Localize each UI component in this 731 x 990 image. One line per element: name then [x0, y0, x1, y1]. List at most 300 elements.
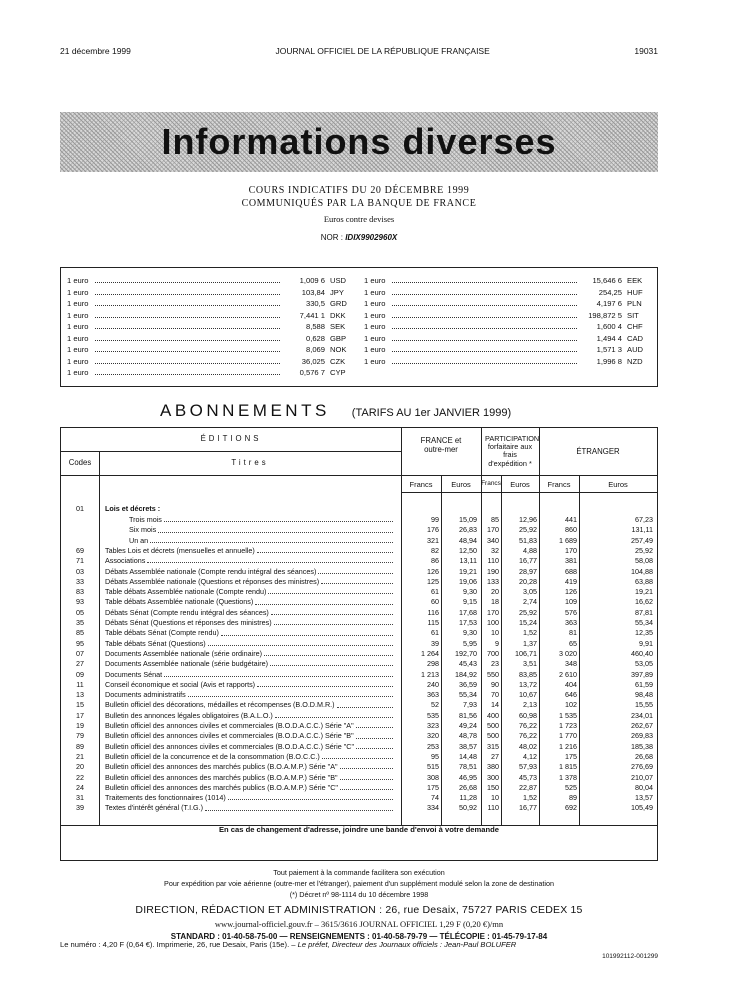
- row-value: 28,97: [519, 566, 537, 576]
- row-title: [105, 587, 395, 597]
- row-value: 12,96: [519, 515, 537, 524]
- row-value: 49,24: [459, 721, 477, 730]
- row-value: 348: [565, 659, 577, 669]
- row-title: [105, 639, 395, 649]
- leader-dots: [337, 700, 393, 707]
- row-value: 400: [487, 710, 499, 720]
- rate-value: 103,84: [301, 287, 325, 297]
- row-value: 1 815: [559, 762, 577, 772]
- row-value: 210,07: [631, 772, 653, 782]
- row-value: 1 770: [559, 731, 577, 741]
- row-value: 26,68: [459, 782, 477, 792]
- france-header: FRANCE et outre-mer: [420, 436, 462, 454]
- row-value: 10,67: [519, 690, 537, 700]
- leader-dots: [158, 525, 393, 532]
- row-code: 93: [76, 597, 84, 607]
- row-value: 20,28: [519, 576, 537, 586]
- france-euros-header: Euros: [451, 480, 471, 489]
- row-value: 48,02: [519, 741, 537, 751]
- row-value: 184,92: [455, 669, 477, 679]
- rate-unit: 1 euro: [67, 368, 89, 377]
- leader-dots: [95, 363, 280, 364]
- rate-row: [67, 288, 349, 300]
- row-value: 404: [565, 679, 577, 689]
- leader-dots: [228, 793, 393, 800]
- etranger-francs-header: Francs: [547, 480, 571, 489]
- row-code: 11: [76, 679, 84, 689]
- row-value: 52: [431, 700, 439, 710]
- row-code: 83: [76, 587, 84, 597]
- row-value: 363: [427, 690, 439, 700]
- row-value: 1 216: [559, 741, 577, 751]
- row-value: 48,94: [459, 535, 477, 545]
- row-value: 86: [431, 556, 439, 566]
- rate-currency: EEK: [627, 276, 643, 285]
- rate-currency: CZK: [330, 356, 346, 366]
- row-value: 3,05: [523, 587, 537, 597]
- payment-notes: [60, 867, 658, 900]
- row-value: 860: [565, 525, 577, 535]
- row-value: 7,93: [463, 700, 477, 710]
- row-title: [105, 680, 395, 690]
- row-title: [105, 783, 395, 793]
- row-value: 9,30: [463, 587, 477, 597]
- row-value: 18: [491, 597, 499, 607]
- row-value: 170: [487, 525, 499, 535]
- row-value: 1 689: [559, 535, 577, 545]
- row-value: 32: [491, 545, 499, 555]
- row-value: 381: [565, 556, 577, 566]
- row-value: 45,43: [459, 659, 477, 669]
- leader-dots: [264, 649, 393, 656]
- rate-currency: GRD: [330, 299, 347, 308]
- rate-row: [67, 299, 349, 311]
- rate-value: 1,600 4: [596, 322, 622, 331]
- row-code: 03: [76, 566, 84, 576]
- row-code: 24: [76, 782, 84, 792]
- rate-row: [67, 322, 349, 334]
- row-title: [105, 536, 395, 546]
- participation-header: PARTICIPATION forfaitaire aux frais d'expédition *: [485, 434, 540, 468]
- direction-block: [60, 904, 658, 941]
- row-value: 321: [427, 535, 439, 545]
- row-value: 125: [427, 576, 439, 586]
- footer-prefet: – Le préfet, Directeur des Journaux officiels : Jean-Paul BOLUFER: [289, 940, 517, 949]
- rate-currency: PLN: [627, 299, 642, 308]
- rate-currency: DKK: [330, 310, 346, 320]
- leader-dots: [392, 351, 577, 352]
- nor-label: NOR :: [320, 233, 343, 242]
- rate-value: 8,588: [305, 322, 325, 331]
- row-value: 126: [427, 566, 439, 576]
- rate-currency: AUD: [627, 345, 644, 354]
- row-value: 110: [487, 803, 499, 813]
- row-value: 4,12: [523, 751, 537, 761]
- row-value: 234,01: [631, 710, 653, 720]
- rate-value: 8,069: [305, 345, 325, 354]
- leader-dots: [271, 608, 393, 615]
- row-title-text: Documents administratifs: [105, 690, 186, 700]
- header-date: 21 décembre 1999: [60, 46, 131, 56]
- rate-unit: 1 euro: [67, 322, 89, 331]
- row-code: 33: [76, 576, 84, 586]
- row-value: 2,74: [523, 597, 537, 607]
- row-title-text: Débats Assemblée nationale (Compte rendu intégral des séances): [105, 566, 317, 576]
- page-header: [60, 46, 658, 56]
- row-value: 4,88: [523, 545, 537, 555]
- row-value: 90: [491, 679, 499, 689]
- row-value: 26,83: [459, 525, 477, 535]
- row-value: 19,06: [459, 576, 477, 586]
- row-value: 700: [487, 648, 499, 658]
- etranger-euros-header: Euros: [608, 480, 628, 489]
- row-code: 09: [76, 669, 84, 679]
- row-title-text: Documents Assemblée nationale (série ordinaire): [105, 648, 263, 658]
- rate-row: [67, 357, 349, 369]
- row-value: 12,35: [635, 628, 653, 638]
- row-value: 39: [431, 638, 439, 648]
- row-title-text: Table débats Assemblée nationale (Compte rendu): [105, 587, 267, 597]
- table-row: [61, 608, 657, 618]
- leader-dots: [95, 282, 280, 283]
- row-value: 99: [431, 515, 439, 524]
- row-value: 13,72: [519, 679, 537, 689]
- row-value: 104,88: [631, 566, 653, 576]
- row-value: 500: [487, 731, 499, 741]
- rate-unit: 1 euro: [67, 345, 89, 354]
- leader-dots: [270, 659, 393, 666]
- row-value: 257,49: [631, 535, 653, 545]
- divider: [61, 451, 401, 452]
- row-value: 340: [487, 535, 499, 545]
- row-value: 115: [427, 618, 439, 627]
- rate-unit: 1 euro: [364, 322, 386, 331]
- rate-currency: GBP: [330, 333, 347, 343]
- row-value: 70: [491, 690, 499, 700]
- table-row: [61, 639, 657, 649]
- leader-dots: [321, 577, 393, 584]
- row-value: 175: [427, 782, 439, 792]
- row-value: 320: [427, 731, 439, 741]
- row-value: 13,57: [635, 793, 653, 803]
- cours-line-1: COURS INDICATIFS DU 20 DÉCEMBRE 1999: [248, 185, 470, 196]
- row-value: 55,34: [459, 690, 477, 700]
- table-row: [61, 773, 657, 783]
- row-value: 262,67: [631, 721, 653, 730]
- row-value: 5,95: [463, 638, 477, 648]
- rate-unit: 1 euro: [364, 333, 386, 343]
- row-value: 25,92: [519, 525, 537, 535]
- france-francs-header: Francs: [409, 480, 433, 489]
- table-row: [61, 752, 657, 762]
- row-value: 61: [431, 587, 439, 597]
- leader-dots: [268, 587, 393, 594]
- exchange-rate-box: [60, 267, 658, 387]
- rate-unit: 1 euro: [67, 276, 89, 285]
- table-row: [61, 700, 657, 710]
- row-value: 3,51: [523, 659, 537, 669]
- row-value: 1 264: [421, 648, 439, 658]
- row-value: 78,51: [459, 762, 477, 772]
- rate-row: [364, 334, 646, 346]
- abonnements-title: ABONNEMENTS: [160, 401, 330, 420]
- row-title-text: Associations: [105, 556, 146, 566]
- row-value: 26,68: [635, 751, 653, 761]
- rate-currency: CAD: [627, 333, 644, 343]
- direction-web: www.journal-officiel.gouv.fr – 3615/3616 JOURNAL OFFICIEL 1,29 F (0,20 €)/mn: [214, 919, 504, 929]
- row-title-text: Bulletin officiel de la concurrence et de la consommation (B.O.C.C.): [105, 751, 320, 761]
- row-value: 550: [487, 669, 499, 679]
- row-value: 55,34: [635, 618, 653, 627]
- leader-dots: [392, 305, 577, 306]
- row-code: 71: [76, 556, 84, 566]
- note-2: Pour expédition par voie aérienne (outre-mer et l'étranger), paiement d'un supplément modulé selon la zone de destination: [164, 879, 554, 888]
- row-value: 13,11: [459, 556, 477, 566]
- row-value: 10: [491, 793, 499, 803]
- row-value: 48,78: [459, 731, 477, 741]
- row-title: [105, 628, 395, 638]
- row-value: 380: [487, 762, 499, 772]
- titres-header: Titres: [231, 458, 269, 467]
- header-page-number: 19031: [634, 46, 658, 56]
- rate-unit: 1 euro: [364, 356, 386, 366]
- row-value: 308: [427, 772, 439, 782]
- divider: [61, 475, 657, 476]
- row-value: 2,13: [523, 700, 537, 710]
- row-title-text: Bulletin officiel des annonces civiles et commerciales (B.O.D.A.C.C.) Série "A": [105, 721, 354, 730]
- row-title-text: Bulletin officiel des annonces civiles et commerciales (B.O.D.A.C.C.) Série "B": [105, 731, 354, 741]
- table-row: [61, 793, 657, 803]
- row-value: 397,89: [631, 669, 653, 679]
- rate-row: [67, 276, 349, 288]
- row-value: 3 020: [559, 648, 577, 658]
- etranger-header: ÉTRANGER: [576, 447, 620, 456]
- row-value: 106,71: [515, 648, 537, 658]
- row-value: 19,21: [635, 587, 653, 597]
- row-title-text: Textes d'intérêt général (T.I.G.): [105, 803, 204, 813]
- row-value: 116: [427, 607, 439, 617]
- row-value: 57,93: [519, 762, 537, 772]
- row-value: 53,05: [635, 659, 653, 669]
- row-title: [105, 762, 395, 772]
- row-code: 13: [76, 690, 84, 700]
- row-value: 17,68: [459, 607, 477, 617]
- leader-dots: [150, 536, 393, 543]
- row-value: 1 723: [559, 721, 577, 730]
- rate-unit: 1 euro: [364, 299, 386, 308]
- banner-title: Informations diverses: [161, 121, 557, 162]
- leader-dots: [274, 618, 393, 625]
- row-value: 363: [565, 618, 577, 627]
- row-value: 9,15: [463, 597, 477, 607]
- row-value: 315: [487, 741, 499, 751]
- address-change-notice: En cas de changement d'adresse, joindre une bande d'envoi à votre demande: [218, 825, 500, 834]
- rate-value: 254,25: [598, 287, 622, 297]
- leader-dots: [392, 317, 577, 318]
- row-value: 269,83: [631, 731, 653, 741]
- table-row: [61, 649, 657, 659]
- leader-dots: [356, 731, 393, 738]
- row-title: [105, 731, 395, 741]
- rate-value: 36,025: [301, 356, 325, 366]
- rate-row: [67, 345, 349, 357]
- row-value: 16,77: [519, 556, 537, 566]
- note-3: (*) Décret nº 98-1114 du 10 décembre 1998: [289, 890, 429, 899]
- row-value: 14,48: [459, 751, 477, 761]
- row-title-text: Bulletin officiel des décorations, médailles et récompenses (B.O.D.M.R.): [105, 700, 335, 710]
- leader-dots: [205, 803, 393, 810]
- rate-row: [67, 334, 349, 346]
- rate-unit: 1 euro: [67, 299, 89, 308]
- rate-currency: SEK: [330, 322, 346, 331]
- row-title: [105, 773, 395, 783]
- row-value: 240: [427, 679, 439, 689]
- row-value: 2 610: [559, 669, 577, 679]
- row-value: 176: [427, 525, 439, 535]
- row-value: 95: [431, 751, 439, 761]
- row-value: 50,92: [459, 803, 477, 813]
- table-row: [61, 803, 657, 813]
- table-row: [61, 711, 657, 721]
- rate-value: 1,009 6: [299, 276, 325, 285]
- row-value: 10: [491, 628, 499, 638]
- row-value: 11,28: [459, 793, 477, 803]
- rate-row: [364, 322, 646, 334]
- row-title: [105, 752, 395, 762]
- row-value: 535: [427, 710, 439, 720]
- row-value: 170: [487, 607, 499, 617]
- row-code: 01: [76, 504, 84, 513]
- row-value: 60,98: [519, 710, 537, 720]
- leader-dots: [95, 317, 280, 318]
- row-value: 131,11: [631, 525, 653, 535]
- row-code: 21: [76, 751, 84, 761]
- row-value: 83,85: [519, 669, 537, 679]
- footer-numero: Le numéro : 4,20 F (0,64 €). Imprimerie, 26, rue Desaix, Paris (15e).: [60, 940, 290, 949]
- row-value: 102: [565, 700, 577, 710]
- row-value: 15,09: [459, 515, 477, 524]
- row-title: [105, 793, 395, 803]
- row-value: 460,40: [631, 648, 653, 658]
- divider: [401, 492, 657, 493]
- row-value: 61,59: [635, 679, 653, 689]
- row-title-text: Bulletin officiel des annonces des marchés publics (B.O.A.M.P.) Série "A": [105, 762, 338, 772]
- row-title-text: Documents Sénat: [105, 669, 163, 679]
- leader-dots: [392, 340, 577, 341]
- leader-dots: [95, 294, 280, 295]
- row-value: 98,48: [635, 690, 653, 700]
- leader-dots: [255, 597, 393, 604]
- table-row: [61, 567, 657, 577]
- rate-value: 0,576 7: [299, 368, 325, 377]
- row-value: 63,88: [635, 576, 653, 586]
- row-value: 688: [565, 566, 577, 576]
- rate-row: [364, 357, 646, 369]
- row-title-text: Un an: [129, 535, 149, 545]
- leader-dots: [208, 639, 393, 646]
- leader-dots: [147, 556, 393, 563]
- row-value: 65: [569, 638, 577, 648]
- direction-address: DIRECTION, RÉDACTION ET ADMINISTRATION : 26, rue Desaix, 75727 PARIS CEDEX 15: [135, 904, 583, 916]
- row-value: 22,87: [519, 782, 537, 792]
- row-title: [105, 649, 395, 659]
- row-value: 110: [487, 556, 499, 566]
- leader-dots: [164, 670, 393, 677]
- row-value: 515: [427, 762, 439, 772]
- row-value: 190: [487, 566, 499, 576]
- leader-dots: [392, 363, 577, 364]
- leader-dots: [318, 567, 393, 574]
- row-value: 74: [431, 793, 439, 803]
- row-title: [105, 597, 395, 607]
- row-value: 15,55: [635, 700, 653, 710]
- rate-unit: 1 euro: [67, 287, 89, 297]
- rate-unit: 1 euro: [364, 276, 386, 285]
- row-value: 109: [565, 597, 577, 607]
- row-value: 525: [565, 782, 577, 792]
- leader-dots: [95, 351, 280, 352]
- row-code: 95: [76, 638, 84, 648]
- row-title-text: Débats Assemblée nationale (Questions et réponses des ministres): [105, 576, 320, 586]
- leader-dots: [95, 305, 280, 306]
- row-value: 170: [565, 545, 577, 555]
- row-value: 81,56: [459, 710, 477, 720]
- row-value: 334: [427, 803, 439, 813]
- row-value: 80,04: [635, 782, 653, 792]
- row-value: 81: [569, 628, 577, 638]
- table-row: [61, 504, 657, 514]
- row-value: 17,53: [459, 618, 477, 627]
- row-title: [105, 546, 395, 556]
- row-value: 133: [487, 576, 499, 586]
- row-value: 9: [495, 638, 499, 648]
- participation-francs-header: Francs: [481, 480, 501, 487]
- rates-right-column: [364, 276, 646, 368]
- row-value: 46,95: [459, 772, 477, 782]
- row-title-text: Six mois: [129, 525, 157, 535]
- table-row: [61, 783, 657, 793]
- leader-dots: [188, 690, 393, 697]
- row-title-text: Tables Lois et décrets (mensuelles et annuelle): [105, 545, 255, 555]
- direction-phones: STANDARD : 01-40-58-75-00 — RENSEIGNEMENTS : 01-40-58-79-79 — TÉLÉCOPIE : 01-45-79-17-84: [170, 932, 548, 941]
- row-value: 192,70: [455, 648, 477, 658]
- subscription-table: [60, 427, 658, 861]
- row-value: 76,22: [519, 731, 537, 741]
- row-title: [105, 618, 395, 628]
- row-value: 27: [491, 751, 499, 761]
- row-value: 76,22: [519, 721, 537, 730]
- table-row: [61, 628, 657, 638]
- row-value: 175: [565, 751, 577, 761]
- row-code: 79: [76, 731, 84, 741]
- row-value: 14: [491, 700, 499, 710]
- row-value: 185,38: [631, 741, 653, 751]
- editions-header: ÉDITIONS: [200, 434, 262, 443]
- row-code: 85: [76, 628, 84, 638]
- row-title: [105, 525, 395, 535]
- leader-dots: [392, 294, 577, 295]
- rates-left-column: [67, 276, 349, 380]
- row-title-text: Bulletin officiel des annonces des marchés publics (B.O.A.M.P.) Série "C": [105, 782, 338, 792]
- leader-dots: [95, 374, 280, 375]
- rate-value: 7,441 1: [299, 310, 325, 320]
- rate-row: [364, 345, 646, 357]
- rate-row: [364, 299, 646, 311]
- row-value: 23: [491, 659, 499, 669]
- row-value: 36,59: [459, 679, 477, 689]
- row-code: 15: [76, 700, 84, 710]
- row-code: 22: [76, 772, 84, 782]
